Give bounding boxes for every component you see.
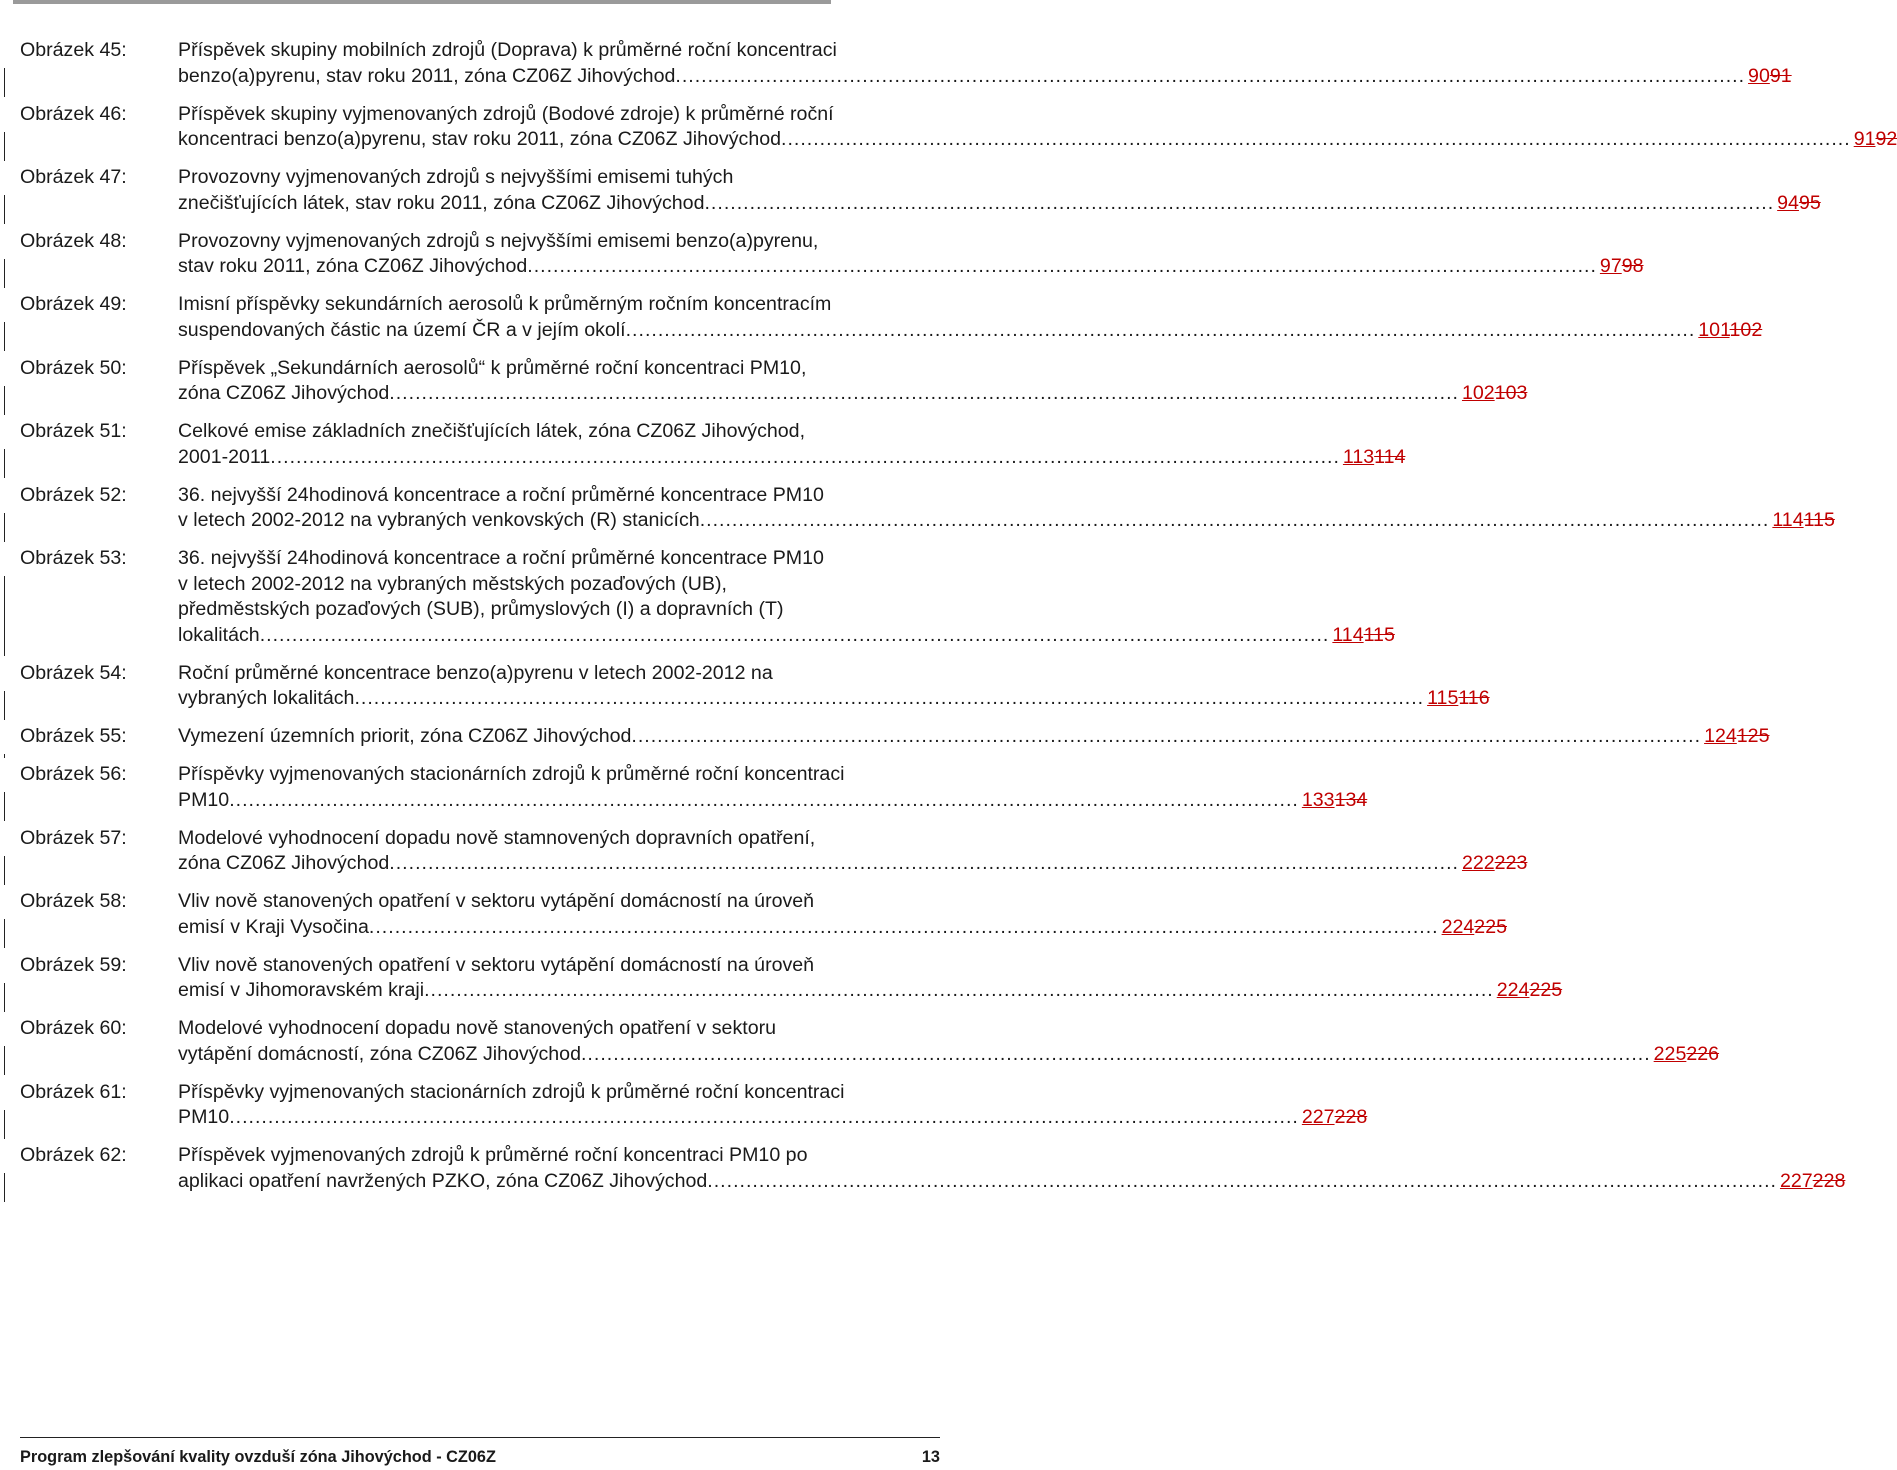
caption-line bbox=[178, 724, 1769, 750]
dot-leader bbox=[229, 788, 1299, 814]
page-reference[interactable] bbox=[1459, 851, 1527, 877]
change-bar bbox=[4, 1173, 5, 1202]
page-number-inserted: 101 bbox=[1698, 318, 1730, 341]
page-reference[interactable] bbox=[1459, 381, 1527, 407]
page-number-inserted: 133 bbox=[1301, 788, 1335, 811]
caption-line bbox=[178, 127, 1897, 153]
page-number-inserted: 94 bbox=[1777, 191, 1799, 214]
caption-line bbox=[178, 889, 1507, 915]
page-number-deleted: 116 bbox=[1458, 687, 1490, 709]
caption-line bbox=[178, 661, 1490, 687]
caption-text: 2001-2011 bbox=[178, 445, 271, 468]
figure-label: Obrázek 51: bbox=[20, 420, 127, 442]
dot-leader bbox=[369, 915, 1439, 941]
caption-line bbox=[178, 165, 1821, 191]
caption-text: emisí v Jihomoravském kraji bbox=[178, 979, 425, 1001]
caption-line bbox=[178, 38, 1792, 64]
page-number-deleted: 125 bbox=[1736, 725, 1770, 747]
figure-label: Obrázek 48: bbox=[20, 229, 127, 252]
caption-text: 36. nejvyšší 24hodinová koncentrace a roční průměrné koncentrace PM10 bbox=[178, 483, 824, 506]
page-reference[interactable] bbox=[1769, 508, 1835, 534]
page-number-deleted: 95 bbox=[1798, 191, 1821, 214]
figure-label: Obrázek 52: bbox=[20, 483, 127, 506]
caption-line bbox=[178, 597, 1395, 623]
caption-text: suspendovaných částic na území ČR a v jejím okolí bbox=[178, 318, 626, 341]
page-number-inserted: 222 bbox=[1461, 852, 1495, 874]
dot-leader bbox=[781, 127, 1851, 153]
page-number-deleted: 102 bbox=[1729, 318, 1763, 341]
caption-line bbox=[178, 1016, 1719, 1042]
change-bar bbox=[4, 195, 5, 224]
page-number-inserted: 102 bbox=[1461, 382, 1495, 404]
page-reference[interactable] bbox=[1299, 1105, 1367, 1131]
change-bar bbox=[4, 983, 5, 1012]
caption-line bbox=[178, 102, 1897, 128]
toc-entry[interactable] bbox=[20, 356, 1528, 407]
toc-entry[interactable] bbox=[20, 483, 1835, 534]
figure-caption bbox=[178, 762, 1367, 813]
page-number-inserted: 227 bbox=[1301, 1106, 1335, 1128]
caption-text: znečišťujících látek, stav roku 2011, zóna CZ06Z Jihovýchod bbox=[178, 191, 705, 214]
change-bar bbox=[4, 132, 5, 161]
page-number-inserted: 90 bbox=[1748, 64, 1770, 87]
toc-entry[interactable] bbox=[20, 165, 1821, 216]
page-reference[interactable] bbox=[1329, 623, 1395, 649]
figure-label: Obrázek 45: bbox=[20, 39, 127, 61]
page-number-deleted: 92 bbox=[1875, 128, 1897, 150]
figure-caption bbox=[178, 229, 1644, 280]
change-bar bbox=[4, 259, 5, 288]
caption-line bbox=[178, 953, 1562, 979]
top-rule bbox=[13, 0, 831, 4]
page-number-deleted: 98 bbox=[1621, 255, 1644, 277]
page-reference[interactable] bbox=[1745, 64, 1792, 90]
figure-label: Obrázek 58: bbox=[20, 890, 127, 912]
dot-leader bbox=[424, 978, 1494, 1004]
caption-line bbox=[178, 356, 1527, 382]
caption-line bbox=[178, 1105, 1367, 1131]
figure-caption bbox=[178, 826, 1527, 877]
page-number-deleted: 228 bbox=[1334, 1106, 1368, 1128]
page-number-inserted: 113 bbox=[1342, 445, 1375, 468]
page-reference[interactable] bbox=[1494, 978, 1562, 1004]
dot-leader bbox=[631, 724, 1701, 750]
dot-leader bbox=[354, 686, 1424, 712]
figure-label: Obrázek 61: bbox=[20, 1080, 127, 1103]
page-number-inserted: 114 bbox=[1332, 623, 1364, 646]
page-number-inserted: 227 bbox=[1779, 1169, 1813, 1192]
page-number-deleted: 223 bbox=[1494, 852, 1528, 874]
change-bar bbox=[4, 513, 5, 542]
caption-text: benzo(a)pyrenu, stav roku 2011, zóna CZ06Z Jihovýchod bbox=[178, 64, 676, 87]
dot-leader bbox=[389, 851, 1459, 877]
toc-entry[interactable] bbox=[20, 419, 1406, 470]
caption-text: Vliv nově stanovených opatření v sektoru vytápění domácností na úroveň bbox=[178, 953, 815, 976]
change-bar bbox=[4, 322, 5, 351]
change-bar bbox=[4, 576, 5, 656]
caption-line bbox=[178, 191, 1821, 217]
toc-entry[interactable] bbox=[20, 953, 1563, 1004]
page-reference[interactable] bbox=[1597, 254, 1644, 280]
figure-label: Obrázek 55: bbox=[20, 725, 127, 747]
caption-line bbox=[178, 1143, 1845, 1169]
dot-leader bbox=[675, 64, 1745, 90]
toc-entry[interactable] bbox=[20, 292, 1763, 343]
caption-line bbox=[178, 762, 1367, 788]
figure-caption bbox=[178, 1080, 1367, 1131]
page-number-inserted: 225 bbox=[1653, 1042, 1687, 1065]
figure-label: Obrázek 57: bbox=[20, 826, 127, 849]
caption-text: PM10 bbox=[178, 788, 230, 811]
page-reference[interactable] bbox=[1424, 686, 1490, 712]
figure-caption bbox=[178, 102, 1897, 153]
figure-label: Obrázek 59: bbox=[20, 953, 127, 976]
caption-text: Vliv nově stanovených opatření v sektoru vytápění domácností na úroveň bbox=[178, 890, 815, 912]
dot-leader bbox=[527, 254, 1597, 280]
toc-entry[interactable] bbox=[20, 229, 1644, 280]
page-reference[interactable] bbox=[1851, 127, 1897, 153]
figure-label: Obrázek 46: bbox=[20, 102, 127, 125]
caption-text: Provozovny vyjmenovaných zdrojů s nejvyššími emisemi benzo(a)pyrenu, bbox=[178, 229, 819, 252]
caption-line bbox=[178, 1042, 1719, 1068]
page-number-inserted: 91 bbox=[1853, 128, 1876, 150]
dot-leader bbox=[581, 1042, 1651, 1068]
toc-entry[interactable] bbox=[20, 38, 1792, 89]
change-bar bbox=[4, 1110, 5, 1139]
page-reference[interactable] bbox=[1340, 445, 1406, 471]
caption-text: Příspěvky vyjmenovaných stacionárních zdrojů k průměrné roční koncentraci bbox=[178, 1080, 845, 1103]
caption-line bbox=[178, 623, 1395, 649]
list-of-figures bbox=[20, 38, 1897, 1207]
toc-entry[interactable] bbox=[20, 762, 1368, 813]
caption-line bbox=[178, 546, 1395, 572]
caption-line bbox=[178, 254, 1644, 280]
caption-line bbox=[178, 292, 1762, 318]
caption-text: Příspěvky vyjmenovaných stacionárních zdrojů k průměrné roční koncentraci bbox=[178, 763, 845, 785]
figure-caption bbox=[178, 292, 1762, 343]
figure-label: Obrázek 47: bbox=[20, 166, 127, 188]
caption-text: Imisní příspěvky sekundárních aerosolů k průměrným ročním koncentracím bbox=[178, 293, 832, 315]
dot-leader bbox=[704, 191, 1774, 217]
change-bar bbox=[4, 1046, 5, 1075]
figure-label: Obrázek 60: bbox=[20, 1017, 127, 1039]
change-bar bbox=[4, 754, 5, 758]
change-bar bbox=[4, 792, 5, 821]
caption-text: Modelové vyhodnocení dopadu nově stanovených opatření v sektoru bbox=[178, 1017, 777, 1039]
caption-text: Příspěvek skupiny mobilních zdrojů (Doprava) k průměrné roční koncentraci bbox=[178, 39, 837, 61]
page-number-inserted: 224 bbox=[1441, 915, 1475, 938]
caption-line bbox=[178, 978, 1562, 1004]
caption-text: emisí v Kraji Vysočina bbox=[178, 915, 369, 938]
caption-text: aplikaci opatření navržených PZKO, zóna CZ06Z Jihovýchod bbox=[178, 1169, 708, 1192]
caption-text: koncentraci benzo(a)pyrenu, stav roku 2011, zóna CZ06Z Jihovýchod bbox=[178, 128, 782, 150]
page-reference[interactable] bbox=[1774, 191, 1821, 217]
page-number-deleted: 91 bbox=[1769, 64, 1792, 87]
figure-caption bbox=[178, 1016, 1719, 1067]
page-number-inserted: 115 bbox=[1427, 687, 1459, 709]
caption-text: Roční průměrné koncentrace benzo(a)pyrenu v letech 2002-2012 na bbox=[178, 661, 773, 684]
figure-label: Obrázek 50: bbox=[20, 356, 127, 379]
page-number-deleted: 225 bbox=[1474, 915, 1507, 938]
caption-line bbox=[178, 572, 1395, 598]
page-reference[interactable] bbox=[1777, 1169, 1845, 1195]
toc-entry[interactable] bbox=[20, 546, 1395, 648]
toc-entry[interactable] bbox=[20, 1016, 1720, 1067]
dot-leader bbox=[229, 1105, 1299, 1131]
dot-leader bbox=[260, 623, 1330, 649]
change-bar bbox=[4, 919, 5, 948]
dot-leader bbox=[700, 508, 1770, 534]
footer-title: Program zlepšování kvality ovzduší zóna Jihovýchod - CZ06Z bbox=[20, 1448, 496, 1466]
caption-line bbox=[178, 851, 1527, 877]
toc-entry[interactable] bbox=[20, 1080, 1368, 1131]
caption-line bbox=[178, 419, 1405, 445]
caption-text: Modelové vyhodnocení dopadu nově stamnovených dopravních opatření, bbox=[178, 826, 816, 849]
caption-text: vybraných lokalitách bbox=[178, 687, 355, 709]
change-bar bbox=[4, 856, 5, 885]
caption-text: Příspěvek vyjmenovaných zdrojů k průměrné roční koncentraci PM10 po bbox=[178, 1144, 808, 1166]
figure-label: Obrázek 54: bbox=[20, 661, 127, 684]
caption-line bbox=[178, 229, 1644, 255]
caption-line bbox=[178, 788, 1367, 814]
caption-text: Příspěvek skupiny vyjmenovaných zdrojů (Bodové zdroje) k průměrné roční bbox=[178, 102, 834, 125]
page-number-deleted: 225 bbox=[1529, 979, 1563, 1001]
dot-leader bbox=[270, 445, 1340, 471]
caption-line bbox=[178, 826, 1527, 852]
page-number-deleted: 226 bbox=[1686, 1042, 1720, 1065]
footer-page-number: 13 bbox=[921, 1448, 940, 1466]
figure-caption bbox=[178, 546, 1395, 648]
figure-label: Obrázek 53: bbox=[20, 547, 127, 569]
caption-line bbox=[178, 508, 1835, 534]
caption-text: PM10 bbox=[178, 1106, 230, 1128]
page-number-deleted: 228 bbox=[1812, 1169, 1846, 1192]
caption-line bbox=[178, 318, 1762, 344]
toc-entry[interactable] bbox=[20, 826, 1528, 877]
caption-line bbox=[178, 445, 1405, 471]
figure-caption bbox=[178, 953, 1562, 1004]
figure-caption bbox=[178, 724, 1769, 750]
caption-text: Provozovny vyjmenovaných zdrojů s nejvyššími emisemi tuhých bbox=[178, 166, 734, 188]
caption-text: lokalitách bbox=[178, 623, 260, 646]
page-reference[interactable] bbox=[1701, 724, 1769, 750]
change-bar bbox=[4, 386, 5, 415]
figure-caption bbox=[178, 1143, 1845, 1194]
caption-line bbox=[178, 915, 1507, 941]
caption-text: předměstských pozaďových (SUB), průmyslových (I) a dopravních (T) bbox=[178, 598, 784, 620]
figure-caption bbox=[178, 419, 1405, 470]
figure-label: Obrázek 62: bbox=[20, 1144, 127, 1166]
figure-label: Obrázek 56: bbox=[20, 763, 127, 785]
page-number-deleted: 115 bbox=[1803, 509, 1835, 531]
page-number-deleted: 115 bbox=[1363, 623, 1395, 646]
change-bar bbox=[4, 691, 5, 720]
caption-line bbox=[178, 1080, 1367, 1106]
page-footer bbox=[20, 1448, 940, 1467]
figure-caption bbox=[178, 165, 1821, 216]
page-number-inserted: 224 bbox=[1496, 979, 1530, 1001]
change-bar bbox=[4, 68, 5, 97]
toc-entry[interactable] bbox=[20, 889, 1507, 940]
caption-text: stav roku 2011, zóna CZ06Z Jihovýchod bbox=[178, 255, 528, 277]
figure-caption bbox=[178, 661, 1490, 712]
page-number-deleted: 103 bbox=[1494, 382, 1528, 404]
caption-text: 36. nejvyšší 24hodinová koncentrace a roční průměrné koncentrace PM10 bbox=[178, 547, 824, 569]
caption-text: zóna CZ06Z Jihovýchod bbox=[178, 852, 390, 874]
page-number-inserted: 97 bbox=[1599, 255, 1622, 277]
caption-text: v letech 2002-2012 na vybraných venkovských (R) stanicích bbox=[178, 509, 700, 531]
dot-leader bbox=[707, 1169, 1777, 1195]
figure-caption bbox=[178, 38, 1792, 89]
page-number-deleted: 114 bbox=[1374, 445, 1406, 468]
caption-line bbox=[178, 1169, 1845, 1195]
caption-text: Celkové emise základních znečišťujících látek, zóna CZ06Z Jihovýchod, bbox=[178, 420, 806, 442]
page-number-deleted: 134 bbox=[1334, 788, 1368, 811]
caption-text: vytápění domácností, zóna CZ06Z Jihovýchod bbox=[178, 1042, 581, 1065]
page-reference[interactable] bbox=[1439, 915, 1507, 941]
figure-caption bbox=[178, 889, 1507, 940]
page-reference[interactable] bbox=[1651, 1042, 1719, 1068]
toc-entry[interactable] bbox=[20, 661, 1490, 712]
figure-caption bbox=[178, 483, 1835, 534]
caption-text: Vymezení územních priorit, zóna CZ06Z Jihovýchod bbox=[178, 725, 632, 747]
caption-text: v letech 2002-2012 na vybraných městských pozaďových (UB), bbox=[178, 572, 727, 595]
figure-label: Obrázek 49: bbox=[20, 293, 127, 315]
caption-line bbox=[178, 381, 1527, 407]
caption-text: Příspěvek „Sekundárních aerosolů“ k průměrné roční koncentraci PM10, bbox=[178, 356, 807, 379]
toc-entry[interactable] bbox=[20, 102, 1897, 153]
dot-leader bbox=[389, 381, 1459, 407]
caption-line bbox=[178, 64, 1792, 90]
page-number-inserted: 124 bbox=[1704, 725, 1737, 747]
page-number-inserted: 114 bbox=[1772, 509, 1804, 531]
caption-line bbox=[178, 483, 1835, 509]
caption-text: zóna CZ06Z Jihovýchod bbox=[178, 382, 390, 404]
page-reference[interactable] bbox=[1695, 318, 1762, 344]
footer-rule bbox=[20, 1437, 940, 1438]
figure-caption bbox=[178, 356, 1527, 407]
page-reference[interactable] bbox=[1299, 788, 1367, 814]
change-bar bbox=[4, 449, 5, 478]
toc-entry[interactable] bbox=[20, 724, 1770, 750]
toc-entry[interactable] bbox=[20, 1143, 1846, 1194]
caption-line bbox=[178, 686, 1490, 712]
dot-leader bbox=[626, 318, 1696, 344]
